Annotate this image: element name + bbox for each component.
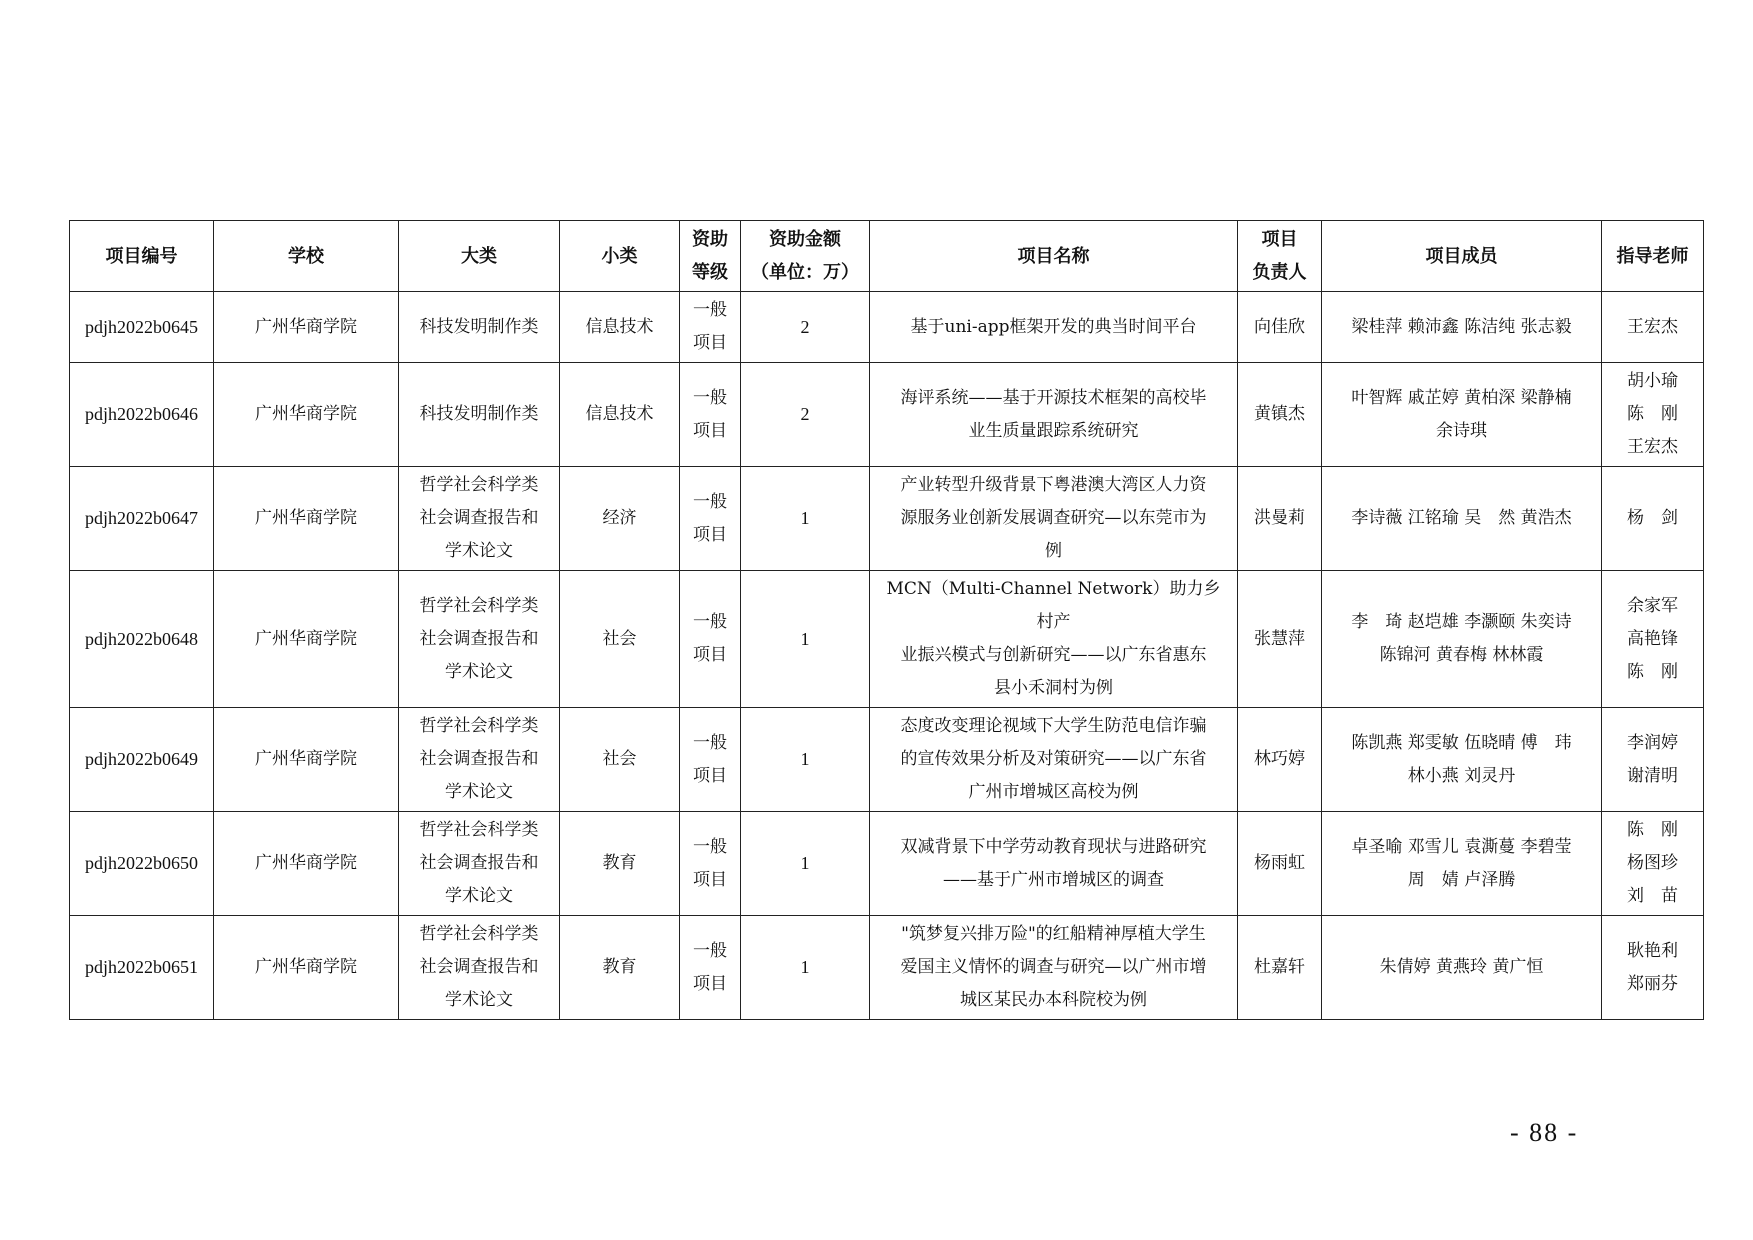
cell-grade: [680, 467, 741, 571]
cell-advisor-line: 耿艳利: [1627, 940, 1678, 961]
cell-title-line: MCN（Multi-Channel Network）助力乡村产: [886, 579, 1221, 632]
cell-school: 广州华商学院: [214, 292, 399, 363]
cell-category-line: 社会调查报告和: [419, 508, 539, 528]
cell-advisor-line: 陈 刚: [1627, 661, 1678, 682]
cell-advisor-line: 杨 剑: [1627, 508, 1678, 528]
cell-advisor: [1602, 292, 1704, 363]
cell-title: [870, 812, 1238, 916]
cell-advisor: [1602, 363, 1704, 467]
cell-subcategory: 社会: [560, 571, 680, 708]
cell-advisor: [1602, 916, 1704, 1020]
cell-grade: [680, 708, 741, 812]
cell-title-line: 业振兴模式与创新研究——以广东省惠东: [900, 645, 1207, 665]
cell-category-line: 哲学社会科学类: [419, 820, 539, 840]
cell-category-line: 哲学社会科学类: [419, 716, 539, 736]
cell-school: 广州华商学院: [214, 571, 399, 708]
header-category: 大类: [399, 221, 560, 292]
cell-title-line: 广州市增城区高校为例: [968, 782, 1139, 802]
cell-grade-line: 项目: [693, 973, 727, 994]
cell-title-line: 源服务业创新发展调查研究—以东莞市为: [900, 508, 1207, 528]
cell-advisor-line: 郑丽芬: [1627, 973, 1678, 994]
cell-amount: 1: [741, 812, 870, 916]
header-members: 项目成员: [1322, 221, 1602, 292]
cell-id: pdjh2022b0647: [70, 467, 214, 571]
cell-grade-line: 一般: [693, 836, 727, 857]
cell-members-line: 李诗薇 江铭瑜 吴 然 黄浩杰: [1351, 508, 1572, 528]
table-row: [70, 708, 1704, 812]
cell-category-line: 社会调查报告和: [419, 957, 539, 977]
cell-category-line: 学术论文: [445, 782, 513, 802]
cell-category-line: 学术论文: [445, 990, 513, 1010]
cell-grade: [680, 571, 741, 708]
cell-subcategory: 经济: [560, 467, 680, 571]
cell-grade-line: 项目: [693, 645, 727, 665]
cell-grade-line: 项目: [693, 333, 727, 353]
project-table: [69, 220, 1704, 1020]
cell-members: [1322, 812, 1602, 916]
cell-leader: 杨雨虹: [1238, 812, 1322, 916]
cell-category: [399, 292, 560, 363]
cell-amount: 1: [741, 916, 870, 1020]
cell-category-line: 学术论文: [445, 661, 513, 682]
cell-category: [399, 467, 560, 571]
cell-title-line: 城区某民办本科院校为例: [960, 990, 1147, 1010]
cell-grade-line: 项目: [693, 869, 727, 890]
cell-category: [399, 363, 560, 467]
cell-title: [870, 467, 1238, 571]
cell-category-line: 哲学社会科学类: [419, 475, 539, 495]
cell-title: [870, 571, 1238, 708]
cell-school: 广州华商学院: [214, 363, 399, 467]
cell-title-line: 海评系统——基于开源技术框架的高校毕: [900, 387, 1207, 408]
cell-members: [1322, 363, 1602, 467]
cell-title-line: 爱国主义情怀的调查与研究—以广州市增: [900, 957, 1207, 977]
cell-id: pdjh2022b0651: [70, 916, 214, 1020]
cell-advisor: [1602, 571, 1704, 708]
cell-advisor-line: 杨图珍: [1627, 853, 1678, 873]
cell-id: pdjh2022b0646: [70, 363, 214, 467]
cell-grade-line: 一般: [693, 491, 727, 512]
cell-grade-line: 一般: [693, 300, 727, 320]
cell-grade-line: 一般: [693, 387, 727, 408]
cell-advisor-line: 王宏杰: [1627, 316, 1678, 337]
cell-grade-line: 一般: [693, 612, 727, 632]
cell-advisor-line: 胡小瑜: [1627, 371, 1678, 391]
cell-advisor: [1602, 812, 1704, 916]
cell-amount: 1: [741, 467, 870, 571]
cell-title-line: "筑梦复兴排万险"的红船精神厚植大学生: [901, 924, 1206, 944]
cell-title-line: 的宣传效果分析及对策研究——以广东省: [900, 749, 1207, 769]
cell-advisor-line: 余家军: [1627, 595, 1678, 616]
cell-subcategory: 社会: [560, 708, 680, 812]
cell-members-line: 朱倩婷 黄燕玲 黄广恒: [1379, 957, 1544, 977]
cell-advisor: [1602, 467, 1704, 571]
header-id: 项目编号: [70, 221, 214, 292]
header-amount-line: （单位：万）: [751, 262, 859, 283]
cell-title-line: 县小禾洞村为例: [994, 678, 1113, 698]
header-grade-line: 等级: [692, 262, 728, 283]
cell-members: [1322, 292, 1602, 363]
cell-category-line: 科技发明制作类: [419, 316, 539, 337]
header-leader-line: 负责人: [1252, 262, 1307, 283]
table-row: [70, 467, 1704, 571]
header-title: 项目名称: [870, 221, 1238, 292]
cell-members-line: 李 琦 赵垲雄 李灏颐 朱奕诗: [1351, 612, 1572, 632]
cell-leader: 洪曼莉: [1238, 467, 1322, 571]
cell-advisor-line: 陈 刚: [1627, 820, 1678, 840]
cell-subcategory: 信息技术: [560, 292, 680, 363]
cell-advisor-line: 高艳锋: [1627, 628, 1678, 649]
cell-category-line: 社会调查报告和: [419, 628, 539, 649]
table-body: [70, 292, 1704, 1020]
cell-id: pdjh2022b0645: [70, 292, 214, 363]
cell-title-line: 双减背景下中学劳动教育现状与进路研究: [900, 836, 1207, 857]
cell-category: [399, 571, 560, 708]
cell-grade: [680, 916, 741, 1020]
cell-grade: [680, 363, 741, 467]
header-advisor: 指导老师: [1602, 221, 1704, 292]
cell-school: 广州华商学院: [214, 812, 399, 916]
cell-title: [870, 292, 1238, 363]
cell-advisor: [1602, 708, 1704, 812]
cell-id: pdjh2022b0650: [70, 812, 214, 916]
header-school: 学校: [214, 221, 399, 292]
cell-members-line: 叶智辉 戚芷婷 黄柏深 梁静楠: [1351, 387, 1572, 408]
cell-category-line: 哲学社会科学类: [419, 595, 539, 616]
header-subcategory: 小类: [560, 221, 680, 292]
cell-category-line: 社会调查报告和: [419, 749, 539, 769]
cell-advisor-line: 陈 刚: [1627, 404, 1678, 424]
cell-title: [870, 916, 1238, 1020]
cell-advisor-line: 王宏杰: [1627, 437, 1678, 457]
table-row: [70, 812, 1704, 916]
cell-members: [1322, 467, 1602, 571]
cell-leader: 张慧萍: [1238, 571, 1322, 708]
cell-grade: [680, 292, 741, 363]
cell-members-line: 梁桂萍 赖沛鑫 陈洁纯 张志毅: [1351, 316, 1572, 337]
cell-grade-line: 项目: [693, 524, 727, 545]
cell-title: [870, 708, 1238, 812]
table-row: [70, 916, 1704, 1020]
cell-subcategory: 教育: [560, 916, 680, 1020]
cell-school: 广州华商学院: [214, 916, 399, 1020]
header-row: [70, 221, 1704, 292]
page-number: - 88 -: [1510, 1118, 1579, 1147]
cell-category: [399, 708, 560, 812]
header-leader-line: 项目: [1261, 229, 1298, 250]
table-row: [70, 571, 1704, 708]
cell-title-line: 态度改变理论视域下大学生防范电信诈骗: [900, 716, 1207, 736]
cell-grade-line: 一般: [693, 732, 727, 753]
header-leader: [1238, 221, 1322, 292]
cell-amount: 2: [741, 363, 870, 467]
cell-title-line: 基于uni-app框架开发的典当时间平台: [910, 316, 1197, 337]
cell-grade: [680, 812, 741, 916]
cell-title-line: 例: [1045, 541, 1062, 561]
header-grade: [680, 221, 741, 292]
cell-category-line: 科技发明制作类: [419, 404, 539, 424]
cell-members: [1322, 708, 1602, 812]
cell-members-line: 余诗琪: [1436, 420, 1487, 441]
cell-category-line: 社会调查报告和: [419, 853, 539, 873]
cell-leader: 黄镇杰: [1238, 363, 1322, 467]
cell-members-line: 周 婧 卢泽腾: [1407, 869, 1516, 890]
cell-title: [870, 363, 1238, 467]
cell-id: pdjh2022b0649: [70, 708, 214, 812]
header-grade-line: 资助: [692, 229, 728, 250]
cell-category: [399, 812, 560, 916]
cell-members-line: 陈锦河 黄春梅 林林霞: [1379, 645, 1544, 665]
cell-amount: 1: [741, 708, 870, 812]
cell-subcategory: 信息技术: [560, 363, 680, 467]
cell-members: [1322, 916, 1602, 1020]
cell-category-line: 学术论文: [445, 541, 513, 561]
cell-category-line: 学术论文: [445, 886, 513, 906]
cell-school: 广州华商学院: [214, 708, 399, 812]
cell-members: [1322, 571, 1602, 708]
cell-title-line: 业生质量跟踪系统研究: [968, 420, 1139, 441]
header-amount: [741, 221, 870, 292]
table-row: [70, 292, 1704, 363]
cell-advisor-line: 刘 苗: [1627, 886, 1678, 906]
cell-school: 广州华商学院: [214, 467, 399, 571]
cell-title-line: ——基于广州市增城区的调查: [943, 869, 1164, 890]
cell-grade-line: 项目: [693, 420, 727, 441]
cell-category: [399, 916, 560, 1020]
cell-leader: 向佳欣: [1238, 292, 1322, 363]
table-row: [70, 363, 1704, 467]
cell-category-line: 哲学社会科学类: [419, 924, 539, 944]
cell-leader: 杜嘉轩: [1238, 916, 1322, 1020]
cell-grade-line: 一般: [693, 940, 727, 961]
cell-title-line: 产业转型升级背景下粤港澳大湾区人力资: [900, 475, 1207, 495]
cell-amount: 2: [741, 292, 870, 363]
cell-leader: 林巧婷: [1238, 708, 1322, 812]
cell-members-line: 陈凯燕 郑雯敏 伍晓晴 傅 玮: [1351, 732, 1572, 753]
cell-grade-line: 项目: [693, 765, 727, 786]
cell-id: pdjh2022b0648: [70, 571, 214, 708]
header-amount-line: 资助金额: [769, 229, 841, 250]
cell-members-line: 林小燕 刘灵丹: [1407, 765, 1516, 786]
cell-amount: 1: [741, 571, 870, 708]
cell-advisor-line: 谢清明: [1627, 765, 1678, 786]
cell-subcategory: 教育: [560, 812, 680, 916]
cell-members-line: 卓圣喻 邓雪儿 袁澌蔓 李碧莹: [1351, 836, 1572, 857]
cell-advisor-line: 李润婷: [1627, 732, 1678, 753]
